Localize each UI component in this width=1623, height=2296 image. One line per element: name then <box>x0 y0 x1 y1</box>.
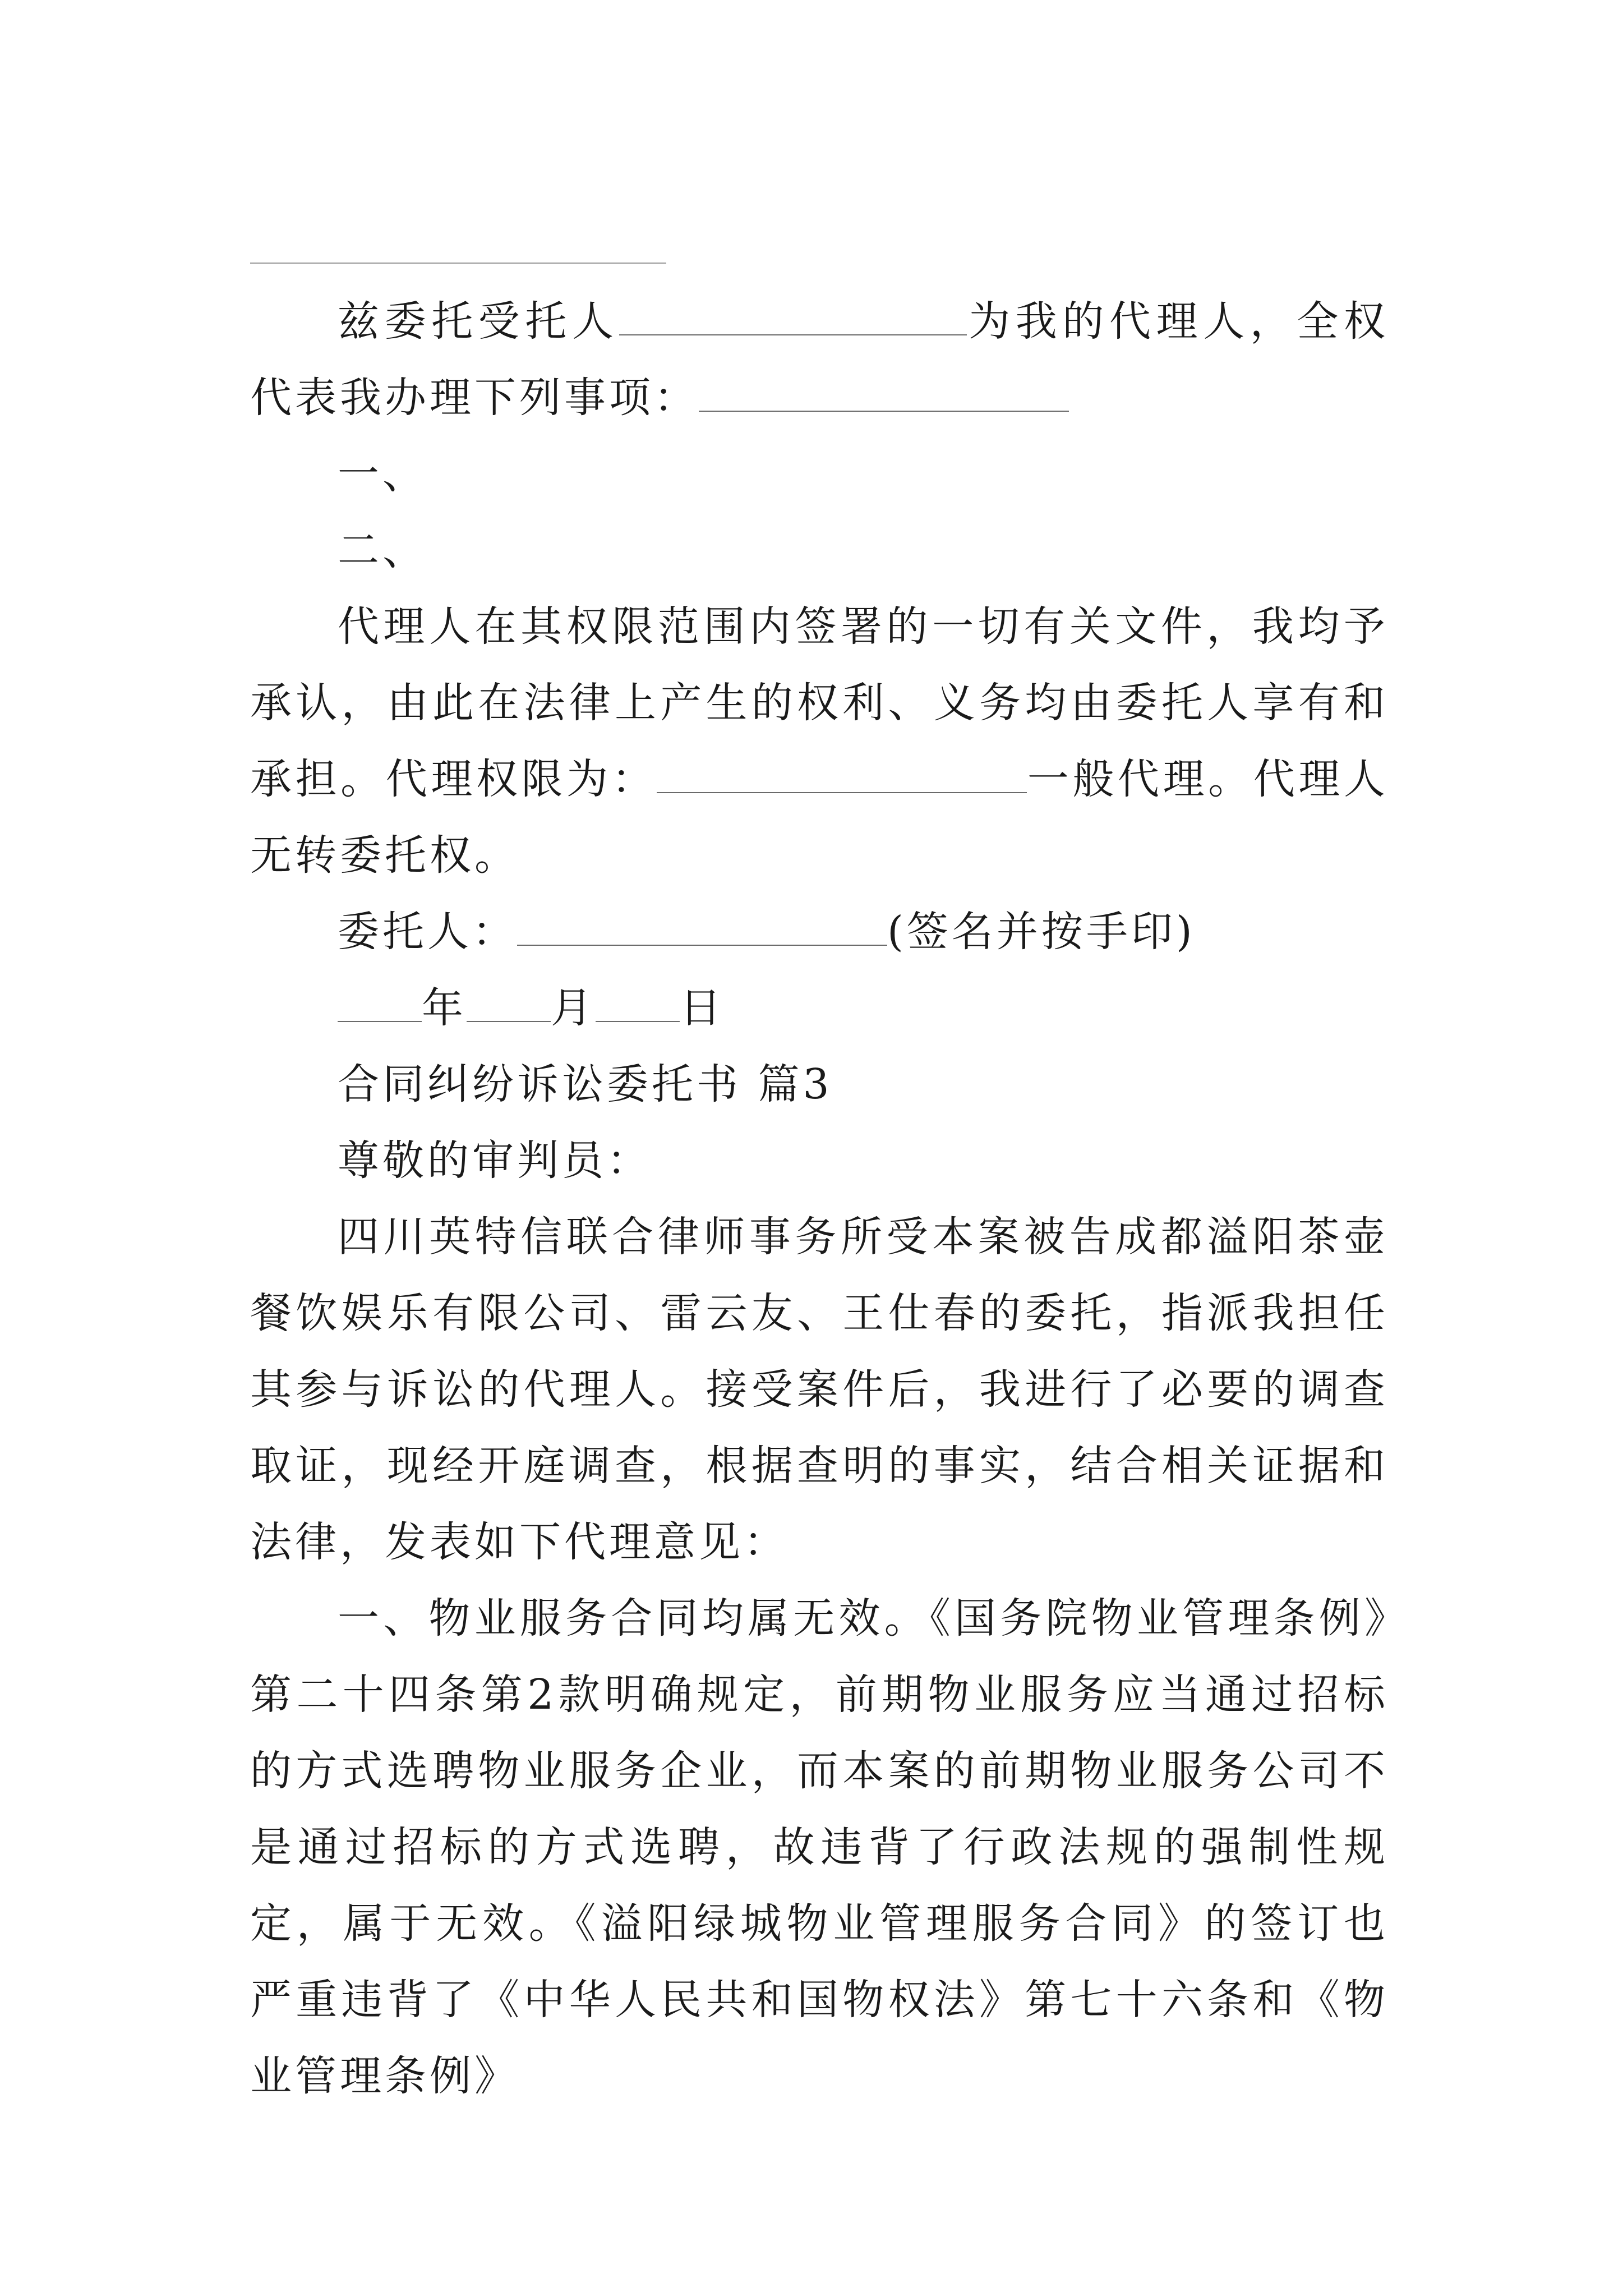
authority-scope-blank <box>657 753 1027 793</box>
year-blank <box>338 982 422 1022</box>
day-blank <box>596 982 680 1022</box>
agent-name-blank <box>619 295 967 335</box>
principal-note: (签名并按手印) <box>887 908 1196 956</box>
salutation: 尊敬的审判员： <box>338 1137 652 1185</box>
entrust-text-end: 为我的代理人，全权代表我办理下列事项： <box>250 297 1389 422</box>
day-label: 日 <box>680 984 725 1032</box>
year-label: 年 <box>422 984 467 1032</box>
item-two: 二、 <box>338 526 427 574</box>
opinion-intro-paragraph: 四川英特信联合律师事务所受本案被告成都溢阳茶壶餐饮娱乐有限公司、雷云友、王仕春的委托，指派我担任其参与诉讼的代理人。接受案件后，我进行了必要的调查取证，现经开庭调查，根据查明的事实，结合相关证据和法律，发表如下代理意见： <box>250 1213 1389 1566</box>
document-body <box>250 283 1389 2114</box>
top-divider-line <box>250 263 666 264</box>
principal-signature-blank <box>517 905 887 946</box>
matters-blank <box>699 371 1069 412</box>
authority-text-start: 代理人在其权限范围内签署的一切有关文件，我均予承认，由此在法律上产生的权利、义务均由委托人享有和承担。代理权限为： <box>250 602 1389 803</box>
principal-label: 委托人： <box>338 908 517 956</box>
section-title: 合同纠纷诉讼委托书 篇3 <box>338 1060 833 1108</box>
entrust-paragraph <box>250 283 1389 436</box>
principal-line <box>250 894 1389 970</box>
entrust-text-start: 兹委托受托人 <box>338 297 619 346</box>
month-blank <box>467 982 551 1022</box>
opinion-point-one: 一、物业服务合同均属无效。《国务院物业管理条例》第二十四条第2款明确规定，前期物业服务应当通过招标的方式选聘物业服务企业，而本案的前期物业服务公司不是通过招标的方式选聘，故违背了行政法规的强制性规定，属于无效。《溢阳绿城物业管理服务合同》的签订也严重违背了《中华人民共和国物权法》第七十六条和《物业管理条例》 <box>250 1594 1389 2100</box>
item-one: 一、 <box>338 450 427 498</box>
month-label: 月 <box>551 984 596 1032</box>
authority-text-end: 一般代理。代理人无转委托权。 <box>250 755 1389 880</box>
date-line <box>250 970 1389 1046</box>
authority-paragraph <box>250 588 1389 894</box>
